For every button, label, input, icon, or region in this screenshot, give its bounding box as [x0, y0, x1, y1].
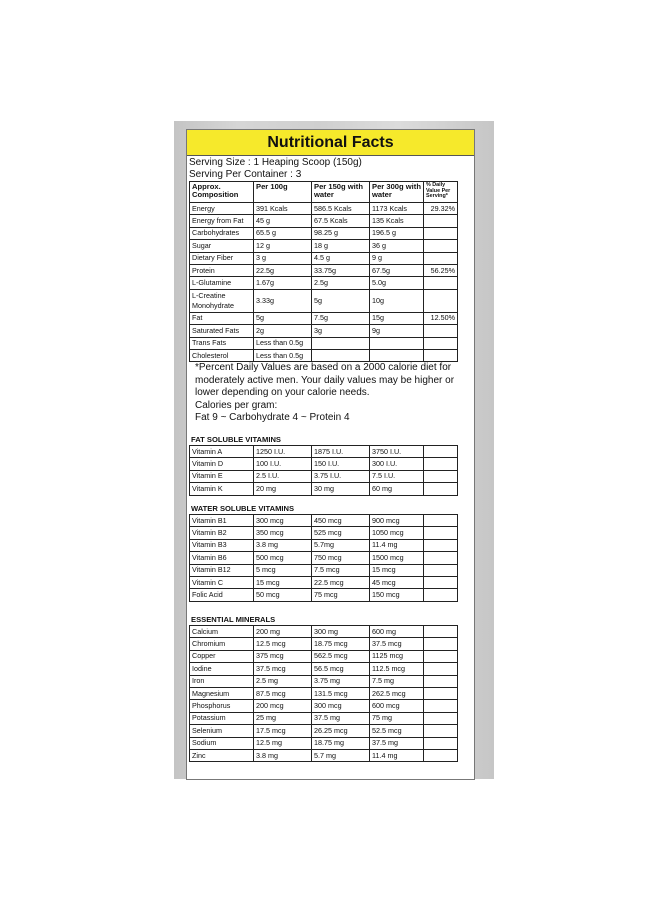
table-row: Copper 375 mcg 562.5 mcg 1125 mcg: [190, 650, 458, 662]
table-row: Magnesium 87.5 mcg 131.5 mcg 262.5 mcg: [190, 687, 458, 699]
daily-value-note: [195, 362, 465, 425]
header-per-300g: Per 300g with water: [370, 182, 424, 203]
table-row: L-Glutamine 1.67g 2.5g 5.0g: [190, 277, 458, 289]
section-heading-water-soluble: WATER SOLUBLE VITAMINS: [191, 504, 295, 513]
table-row: Folic Acid 50 mcg 75 mcg 150 mcg: [190, 589, 458, 601]
table-row: Trans Fats Less than 0.5g: [190, 337, 458, 349]
table-row: Calcium 200 mg 300 mg 600 mg: [190, 626, 458, 638]
table-row: Vitamin B6 500 mcg 750 mcg 1500 mcg: [190, 552, 458, 564]
serving-per-container: Serving Per Container : 3: [189, 169, 302, 180]
table-row: Vitamin K 20 mg 30 mg 60 mg: [190, 483, 458, 495]
table-row: Cholesterol Less than 0.5g: [190, 349, 458, 361]
header-daily-value: % Daily Value Per Serving*: [424, 182, 458, 203]
table-row: Vitamin B1 300 mcg 450 mcg 900 mcg: [190, 515, 458, 527]
table-row: Protein 22.5g 33.75g 67.5g 56.25%: [190, 264, 458, 276]
note-calories-values: Fat 9 ~ Carbohydrate 4 ~ Protein 4: [195, 412, 350, 423]
table-row: Carbohydrates 65.5 g 98.25 g 196.5 g: [190, 227, 458, 239]
table-row: Vitamin D 100 I.U. 150 I.U. 300 I.U.: [190, 458, 458, 470]
table-row: Energy from Fat 45 g 67.5 Kcals 135 Kcals: [190, 215, 458, 227]
label-title: Nutritional Facts: [187, 130, 474, 156]
header-per-100g: Per 100g: [254, 182, 312, 203]
table-row: Energy 391 Kcals 586.5 Kcals 1173 Kcals 29.32%: [190, 203, 458, 215]
note-text: *Percent Daily Values are based on a 2000 calorie diet for moderately active men. Your daily values may be higher or lower depending on your calorie needs.: [195, 362, 455, 398]
nutrition-label: [186, 129, 475, 780]
section-heading-fat-soluble: FAT SOLUBLE VITAMINS: [191, 435, 281, 444]
table-row: Sodium 12.5 mg 18.75 mg 37.5 mg: [190, 737, 458, 749]
table-row: Zinc 3.8 mg 5.7 mg 11.4 mg: [190, 749, 458, 761]
main-nutrition-table: [189, 181, 458, 362]
table-row: L-Creatine Monohydrate 3.33g 5g 10g: [190, 289, 458, 312]
water-soluble-table: [189, 514, 458, 602]
note-calories-heading: Calories per gram:: [195, 399, 278, 411]
serving-size: Serving Size : 1 Heaping Scoop (150g): [189, 157, 362, 168]
table-row: Fat 5g 7.5g 15g 12.50%: [190, 312, 458, 324]
table-row: Vitamin B12 5 mcg 7.5 mcg 15 mcg: [190, 564, 458, 576]
table-row: Vitamin E 2.5 I.U. 3.75 I.U. 7.5 I.U.: [190, 470, 458, 482]
table-row: Vitamin B2 350 mcg 525 mcg 1050 mcg: [190, 527, 458, 539]
table-row: Iron 2.5 mg 3.75 mg 7.5 mg: [190, 675, 458, 687]
section-heading-minerals: ESSENTIAL MINERALS: [191, 615, 276, 624]
table-row: Phosphorus 200 mcg 300 mcg 600 mcg: [190, 700, 458, 712]
table-row: Sugar 12 g 18 g 36 g: [190, 240, 458, 252]
header-per-150g: Per 150g with water: [312, 182, 370, 203]
table-row: Iodine 37.5 mcg 56.5 mcg 112.5 mcg: [190, 663, 458, 675]
table-row: Vitamin B3 3.8 mg 5.7mg 11.4 mg: [190, 539, 458, 551]
table-row: Dietary Fiber 3 g 4.5 g 9 g: [190, 252, 458, 264]
minerals-table: [189, 625, 458, 762]
table-row: Potassium 25 mg 37.5 mg 75 mg: [190, 712, 458, 724]
table-row: Selenium 17.5 mcg 26.25 mcg 52.5 mcg: [190, 725, 458, 737]
header-composition: Approx. Composition: [190, 182, 254, 203]
table-row: Saturated Fats 2g 3g 9g: [190, 325, 458, 337]
fat-soluble-table: [189, 445, 458, 496]
table-row: Chromium 12.5 mcg 18.75 mcg 37.5 mcg: [190, 638, 458, 650]
table-header-row: [190, 182, 458, 203]
table-row: Vitamin A 1250 I.U. 1875 I.U. 3750 I.U.: [190, 446, 458, 458]
table-row: Vitamin C 15 mcg 22.5 mcg 45 mcg: [190, 576, 458, 588]
